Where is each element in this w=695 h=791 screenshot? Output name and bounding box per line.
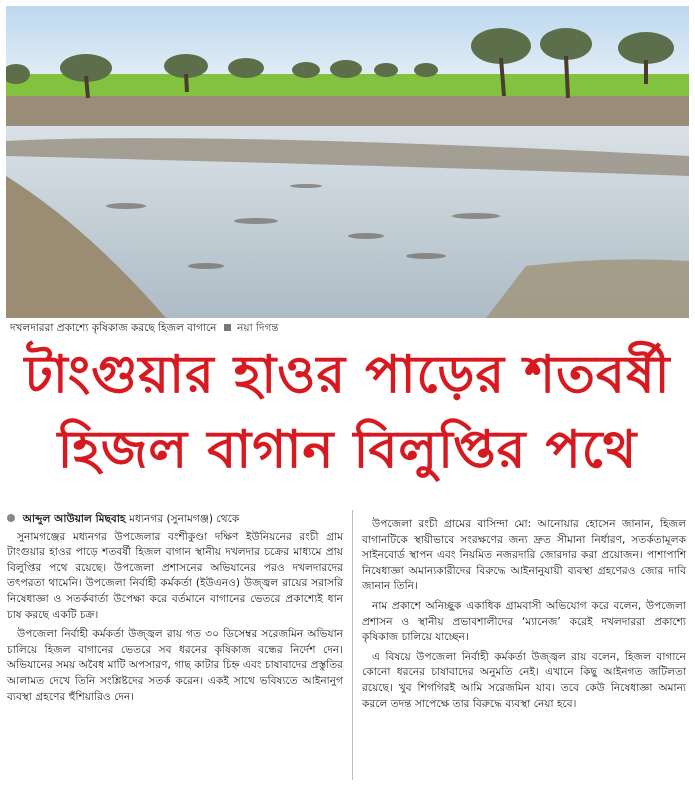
byline bbox=[7, 512, 343, 528]
paragraph: উপজেলা নির্বাহী কর্মকর্তা উজ্জ্বল রায় গত ৩০ ডিসেম্বর সরেজমিন অভিযান চালিয়ে হিজল বাগানের ভেতরে সব ধরনের কৃষিকাজ বন্ধের নির্দেশ দেন। অভিযানের সময় অবৈধ মাটি অপসারণ, গাছ কাটার চিহ্ন এবং চাষাবাদের প্রস্তুতির আলামত দেখে তিনি সংশ্লিষ্টদের সতর্ক করেন। একই সাথে ভবিষ্যতে আইনানুগ ব্যবস্থা গ্রহণের হুঁশিয়ারিও দেন। bbox=[7, 628, 343, 703]
bullet-icon bbox=[7, 514, 15, 522]
photo-caption bbox=[10, 321, 690, 335]
paragraph: সুনামগঞ্জের মধ্যনগর উপজেলার বংশীকুণ্ডা দক্ষিণ ইউনিয়নের রংচী গ্রাম টাংগুয়ার হাওর পাড়ে শতবর্ষী হিজল বাগান স্থানীয় দখলদার চক্রের মাধ্যমে প্রায় বিলুপ্তির পথে রয়েছে। উপজেলা প্রশাসনের অভিযানের পরও দখলদারদের তৎপরতা থামেনি। উপজেলা নির্বাহী কর্মকর্তা (ইউএনও) উজ্জ্বল রায়ের সরাসরি নিষেধাজ্ঞা ও সতর্কবার্তা উপেক্ষা করে বর্তমানে বাগানের ভেতরে প্রকাশ্যেই ধান চাষ করছে একটি চক্র। bbox=[7, 530, 343, 621]
field-photo bbox=[6, 6, 689, 318]
paragraph: এ বিষয়ে উপজেলা নির্বাহী কর্মকর্তা উজ্জ্বল রায় বলেন, হিজল বাগানে কোনো ধরনের চাষাবাদের অনুমতি নেই। এখানে কিছু আইনগত জটিলতা রয়েছে। খুব শিগগিরই আমি সরেজমিন যাব। তবে কেউ নিষেধাজ্ঞা অমান্য করলে তদন্ত সাপেক্ষে তার বিরুদ্ধে ব্যবস্থা নেয়া হবে। bbox=[362, 650, 686, 710]
headline-line-1: টাংগুয়ার হাওর পাড়ের শতবর্ষী bbox=[24, 345, 671, 405]
article-column-right bbox=[362, 517, 686, 716]
byline-place: মধ্যনগর (সুনামগঞ্জ) থেকে bbox=[129, 513, 240, 525]
column-divider bbox=[352, 510, 353, 780]
author-name: আব্দুল আউয়াল মিছবাহ bbox=[22, 513, 126, 525]
paragraph: উপজেলা রংচী গ্রামের বাসিন্দা মো: আনোয়ার হোসেন জানান, হিজল বাগানটিকে স্থায়ীভাবে সংরক্ষণের জন্য দ্রুত সীমানা নির্ধারণ, সতর্কতামূলক সাইনবোর্ড স্থাপন এবং নিয়মিত নজরদারি জোরদার করা প্রয়োজন। পাশাপাশি নিষেধাজ্ঞা অমান্যকারীদের বিরুদ্ধে আইনানুযায়ী ব্যবস্থা গ্রহণেরও জোর দাবি জানান তিনি। bbox=[362, 518, 686, 593]
caption-text: দখলদাররা প্রকাশ্যে কৃষিকাজ করছে হিজল বাগানে bbox=[10, 322, 217, 334]
paragraph: নাম প্রকাশে অনিচ্ছুক একাধিক গ্রামবাসী অভিযোগ করে বলেন, উপজেলা প্রশাসন ও স্থানীয় প্রভাবশালীদের ‘ম্যানেজ’ করেই দখলদাররা প্রকাশ্যে কৃষিকাজ চালিয়ে যাচ্ছেন। bbox=[362, 599, 686, 644]
square-icon bbox=[224, 324, 231, 331]
headline-line-2: হিজল বাগান বিলুপ্তির পথে bbox=[57, 420, 638, 480]
article-column-left bbox=[7, 512, 343, 709]
photo-credit: নয়া দিগন্ত bbox=[237, 322, 279, 334]
